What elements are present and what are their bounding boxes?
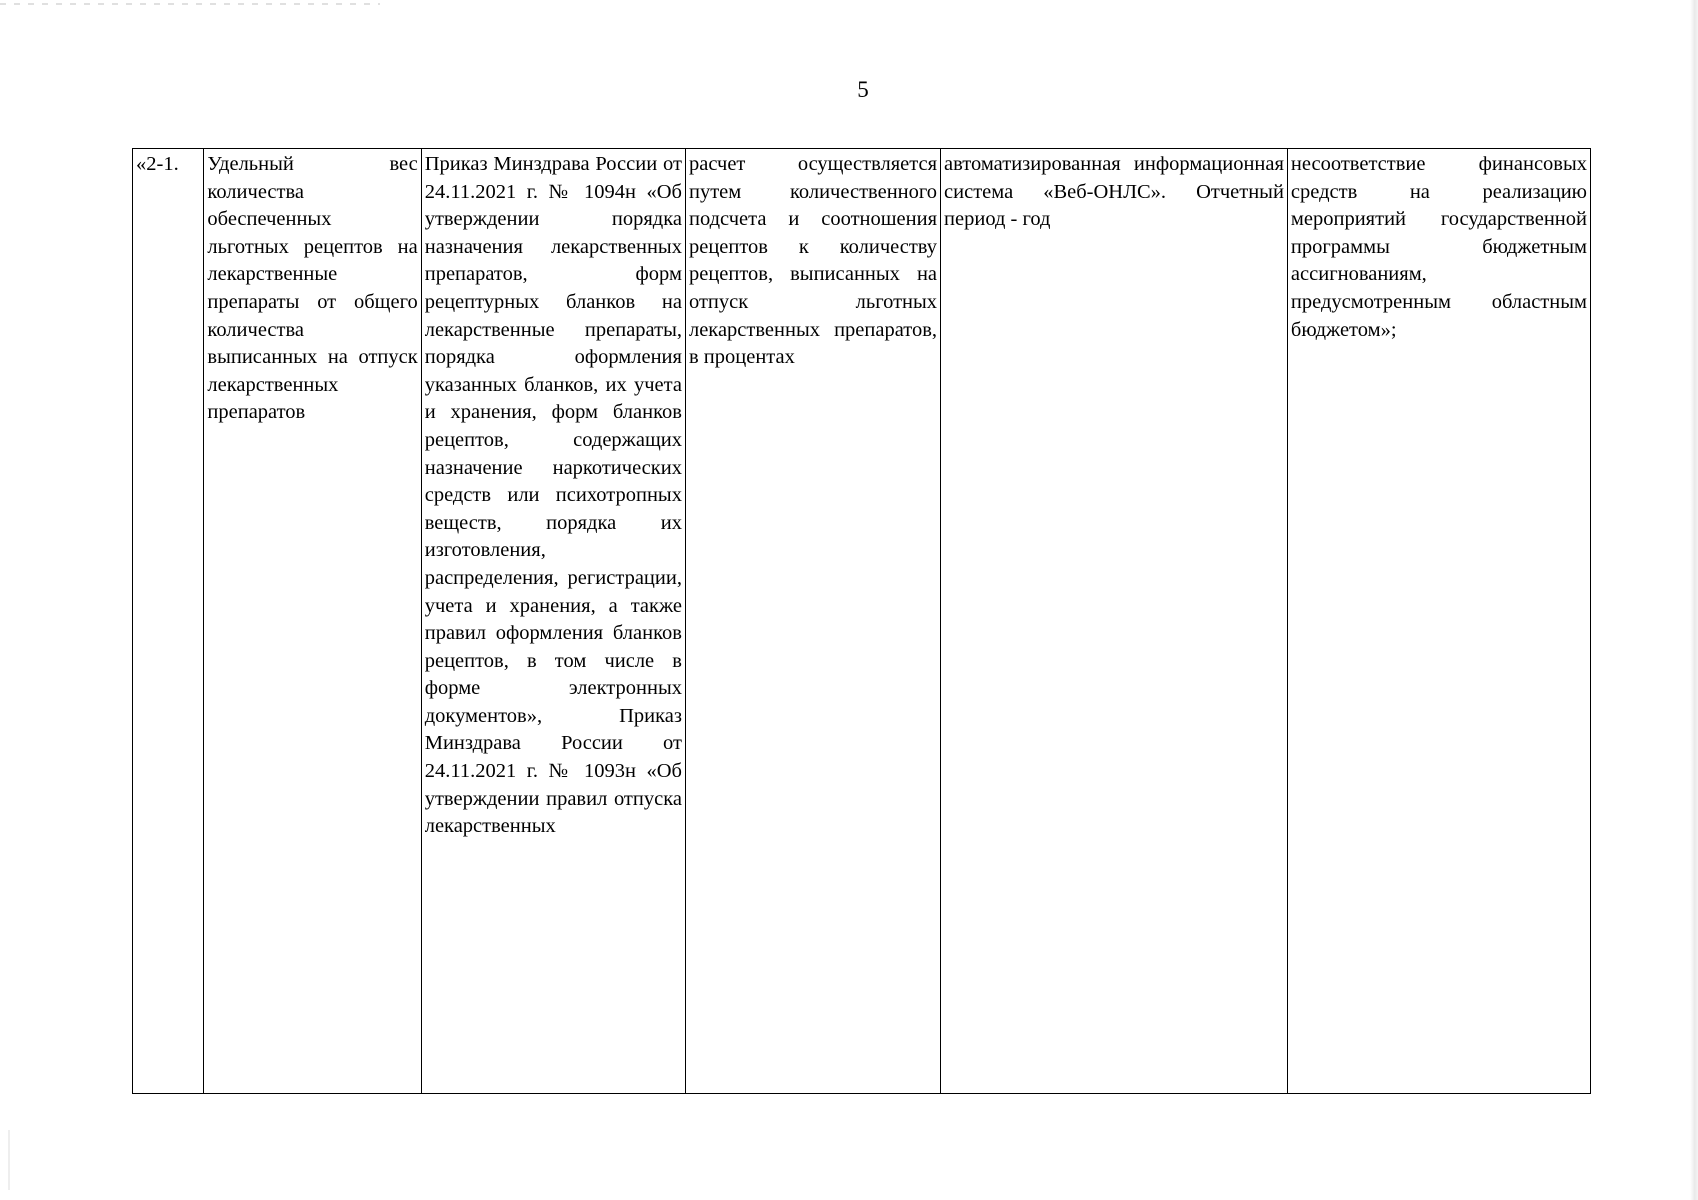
row-number-cell — [133, 149, 204, 1094]
page-number: 5 — [857, 77, 869, 102]
legal-basis-cell — [421, 149, 685, 1094]
table-row — [133, 149, 1591, 1094]
calculation-method-cell — [685, 149, 940, 1094]
data-source-cell — [941, 149, 1288, 1094]
scan-edge — [1690, 0, 1698, 1200]
risk-factor-cell — [1287, 149, 1590, 1094]
scan-artifact-left — [8, 1130, 10, 1190]
legal-basis: Приказ Минздрава России от 24.11.2021 г. № 1094н «Об утверждении порядка назначения лекарственных препаратов, форм рецептурных бланков на лекарственные препараты, порядка оформления указанных бланков, их учета и хранения, форм бланков рецептов, содержащих назначение наркотических средств или психотропных веществ, порядка их изготовления, распределения, регистрации, учета и хранения, а также правил оформления бланков рецептов, в том числе в форме электронных документов», Приказ Минздрава России от 24.11.2021 г. № 1093н «Об утверждении правил отпуска лекарственных — [424, 153, 682, 838]
row-number: «2-1. — [136, 153, 179, 175]
indicator-name-cell — [204, 149, 421, 1094]
data-source: автоматизированная информационная система «Веб-ОНЛС». Отчетный период - год — [944, 153, 1284, 231]
indicator-table — [132, 148, 1591, 1094]
risk-factor: несоответствие финансовых средств на реализацию мероприятий государственной программы бюджетным ассигнованиям, предусмотренным областным бюджетом»; — [1290, 153, 1587, 341]
indicator-name: Удельный вес количества обеспеченных льготных рецептов на лекарственные препараты от общего количества выписанных на отпуск лекарственных препаратов — [207, 153, 418, 424]
calculation-method: расчет осуществляется путем количественного подсчета и соотношения рецептов к количеству рецептов, выписанных на отпуск льготных лекарственных препаратов, в процентах — [688, 153, 938, 369]
scan-artifact-top — [0, 3, 380, 5]
